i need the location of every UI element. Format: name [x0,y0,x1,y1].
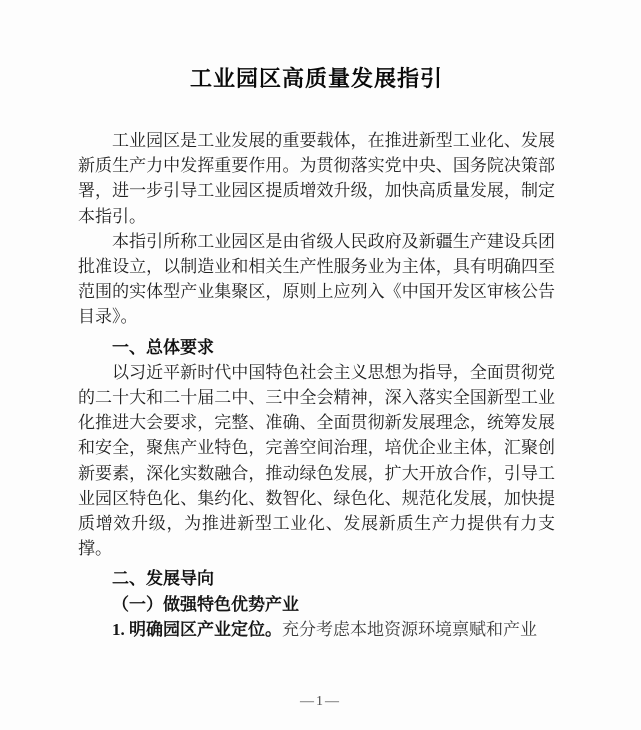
document-title: 工业园区高质量发展指引 [189,66,443,91]
page-footer [0,694,641,710]
section-heading-general-requirements: 一、总体要求 [112,337,214,357]
paragraph-intro: 工业园区是工业发展的重要载体，在推进新型工业化、发展新质生产力中发挥重要作用。为贯彻落实党中央、国务院决策部署，进一步引导工业园区提质增效升级，加快高质量发展，制定本指引。 [78,131,555,226]
paragraph-general-requirements: 以习近平新时代中国特色社会主义思想为指导，全面贯彻党的二十大和二十届二中、三中全会精神，深入落实全国新型工业化推进大会要求，完整、准确、全面贯彻新发展理念，统筹发展和安全，聚焦产业特色，完善空间治理，培优企业主体，汇聚创新要素，深化实数融合，推动绿色发展，扩大开放合作，引导工业园区特色化、集约化、数智化、绿色化、规范化发展，加快提质增效升级，为推进新型工业化、发展新质生产力提供有力支撑。 [78,362,555,559]
item-1-lead-text: 1. 明确园区产业定位。 [112,619,282,639]
page-number: —1— [300,694,341,709]
item-1-body-text: 充分考虑本地资源环境禀赋和产业 [282,619,537,639]
paragraph-item-industry-positioning [78,617,555,642]
paragraph-definition: 本指引所称工业园区是由省级人民政府及新疆生产建设兵团批准设立，以制造业和相关生产性服务业为主体，具有明确四至范围的实体型产业集聚区，原则上应列入《中国开发区审核公告目录》。 [78,231,555,327]
document-body [78,128,555,642]
subsection-heading-distinctive-industries: （一）做强特色优势产业 [112,594,299,614]
section-heading-development-orientation: 二、发展导向 [112,569,214,589]
